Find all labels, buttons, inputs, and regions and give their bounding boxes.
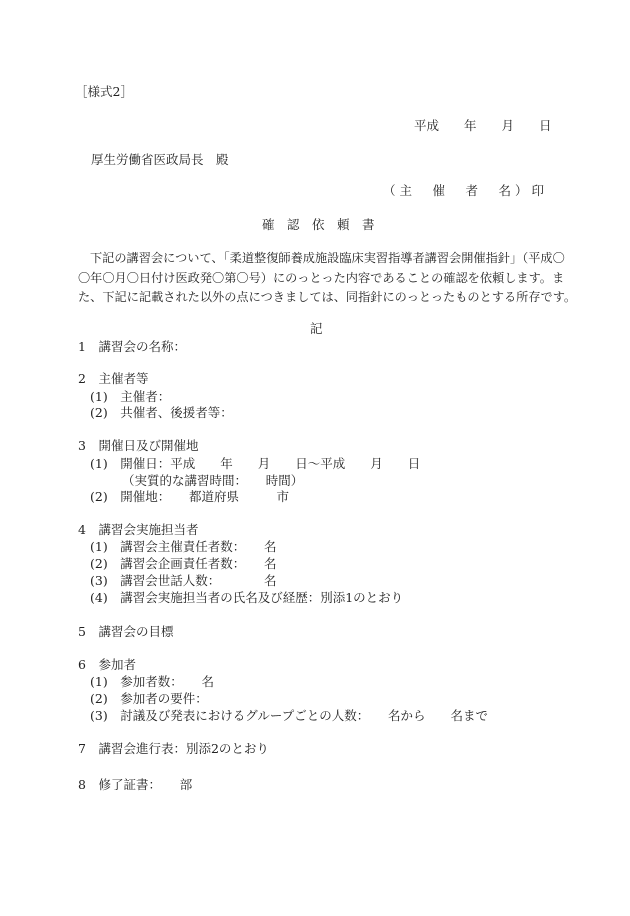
form-label: ［様式2］ [75, 84, 133, 99]
item-8: 8 修了証書： 部 [78, 777, 193, 792]
body-line: 〇年〇月〇日付け医政発〇第〇号）にのっとった内容であることの確認を依頼します。ま [78, 271, 565, 285]
item-3-2: (2) 開催地： 都道府県 市 [90, 489, 289, 504]
item-4: 4 講習会実施担当者 [78, 522, 199, 537]
item-4-3: (3) 講習会世話人数： 名 [90, 573, 277, 588]
item-3: 3 開催日及び開催地 [78, 438, 199, 453]
ki-heading: 記 [310, 321, 323, 336]
item-2-1: (1) 主催者： [90, 389, 171, 404]
date-line: 平成 年 月 日 [414, 118, 552, 133]
item-4-2: (2) 講習会企画責任者数： 名 [90, 556, 277, 571]
item-3-1: (1) 開催日：平成 年 月 日～平成 月 日 [90, 456, 421, 471]
body-line: た、下記に記載された以外の点につきましては、同指針にのっとったものとする所存です。 [78, 290, 577, 304]
addressee: 厚生労働省医政局長 殿 [91, 152, 229, 167]
body-line: 下記の講習会について、「柔道整復師養成施設臨床実習指導者講習会開催指針」（平成〇 [90, 251, 565, 265]
item-4-4: (4) 講習会実施担当者の氏名及び経歴：別添1のとおり [90, 590, 404, 605]
item-1: 1 講習会の名称： [78, 339, 186, 354]
item-6-1: (1) 参加者数： 名 [90, 674, 214, 689]
item-6-3: (3) 討議及び発表におけるグループごとの人数： 名から 名まで [90, 708, 488, 723]
item-4-1: (1) 講習会主催責任者数： 名 [90, 539, 277, 554]
item-3-1-hours: （実質的な講習時間： 時間） [122, 473, 304, 488]
item-6: 6 参加者 [78, 657, 136, 672]
item-5: 5 講習会の目標 [78, 624, 174, 639]
document-title: 確 認 依 頼 書 [262, 217, 375, 232]
item-2: 2 主催者等 [78, 371, 149, 386]
item-6-2: (2) 参加者の要件： [90, 691, 208, 706]
sender-seal: （主 催 者 名）印 [383, 183, 549, 198]
item-7: 7 講習会進行表：別添2のとおり [78, 741, 269, 756]
item-2-2: (2) 共催者、後援者等： [90, 405, 233, 420]
